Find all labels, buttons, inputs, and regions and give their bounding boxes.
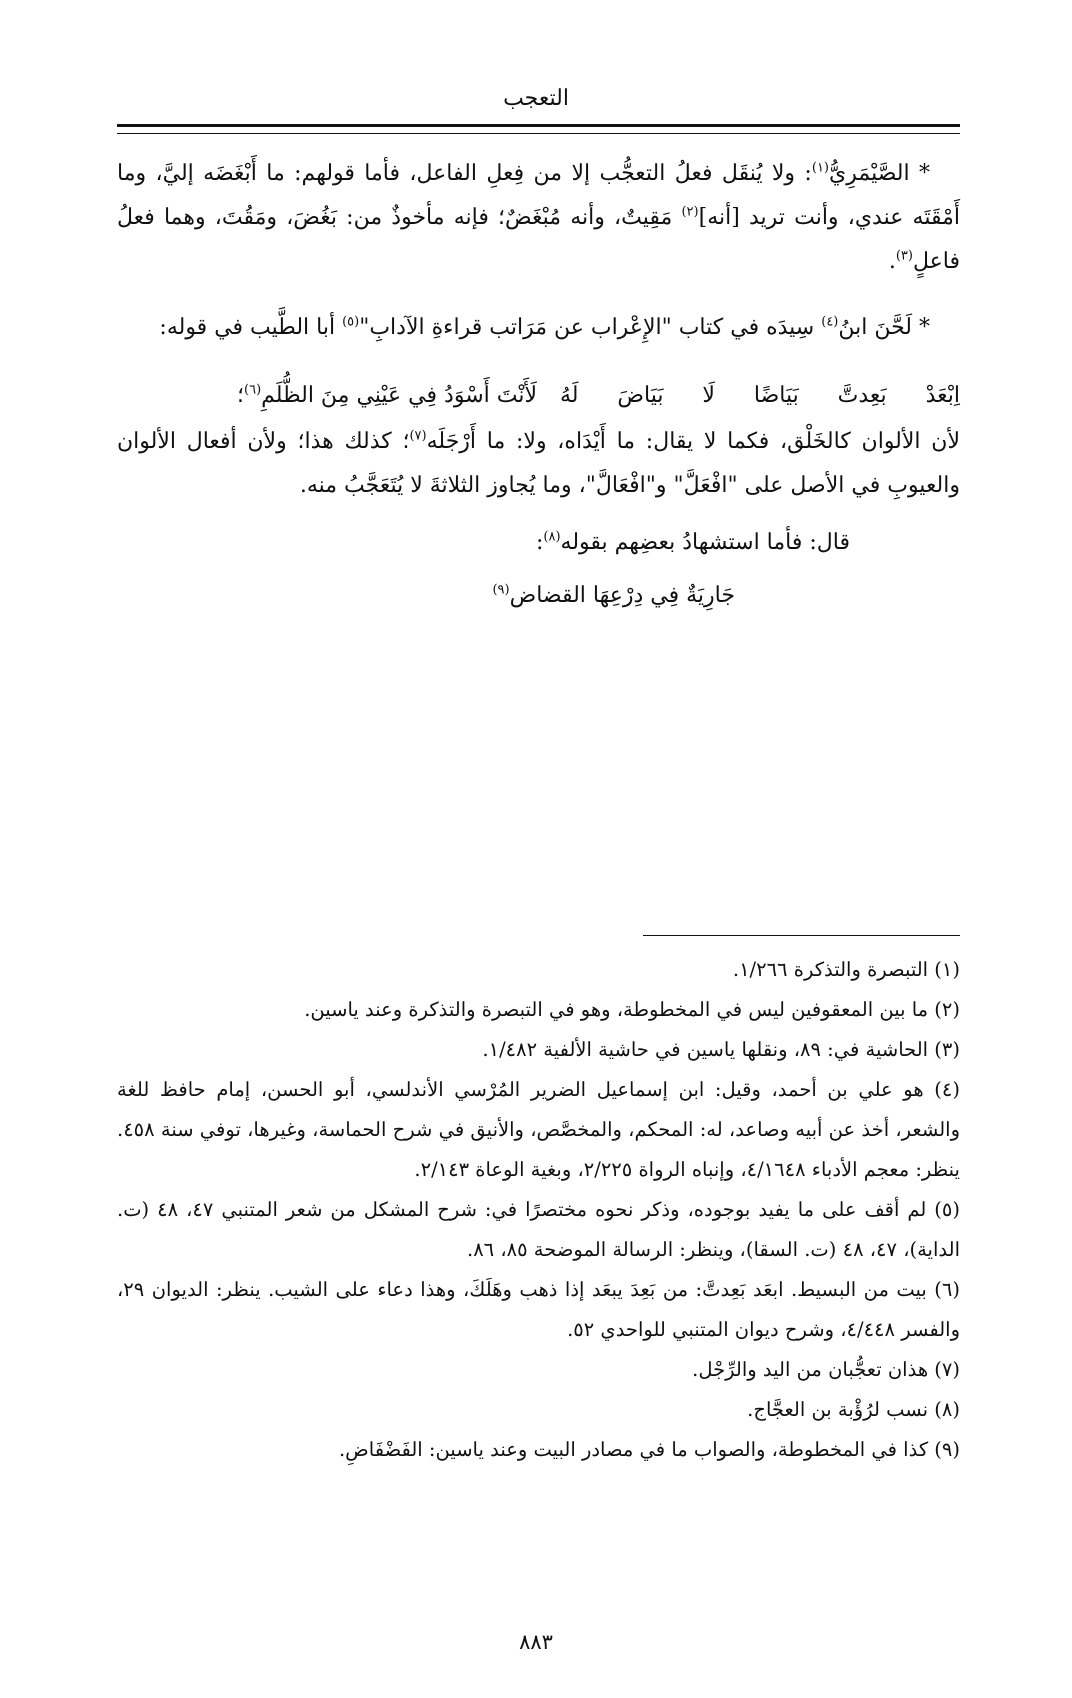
paragraph-2: [117, 306, 960, 350]
verse-line-1: [117, 372, 960, 420]
verse-hemistich-1: اِبْعَدْ بَعِدتَّ بَيَاضًا لَا بَيَاضَ لَهُ: [560, 383, 960, 408]
running-header: التعجب: [503, 86, 569, 111]
header-rule-thick: [117, 124, 960, 127]
text-span: قال: فأما استشهادُ بعضِهم بقوله: [560, 530, 850, 555]
footnote-ref: (٨): [543, 529, 561, 545]
footnote-ref: (١): [811, 160, 829, 176]
header-rule-thin: [117, 133, 960, 134]
text-span: :: [535, 530, 544, 555]
footnote-2: (٢) ما بين المعقوفين ليس في المخطوطة، وهو في التبصرة والتذكرة وعند ياسين.: [304, 998, 960, 1021]
text-span: * الصَّيْمَرِيُّ: [829, 161, 931, 186]
footnotes: [117, 950, 960, 1470]
footnote-ref: (٣): [895, 248, 913, 264]
text-span: ؛ كذلك هذا؛ ولأن أفعال الألوان والعيوبِ في الأصل على "افْعَلَّ" و"افْعَالَّ"، وما يُجاوز الثلاثةَ لا يُتَعَجَّبُ منه.: [117, 429, 960, 498]
quote-intro: [117, 518, 960, 568]
footnote-1: (١) التبصرة والتذكرة ١/٢٦٦.: [732, 958, 960, 981]
footnote-ref: (٦): [244, 382, 262, 398]
footnote-5: (٥) لم أقف على ما يفيد بوجوده، وذكر نحوه مختصرًا في: شرح المشكل من شعر المتنبي ٤٧، ٤٨ (ت. الداية)، ٤٧، ٤٨ (ت. السقا)، وينظر: الرسالة الموضحة ٨٥، ٨٦.: [117, 1198, 960, 1261]
text-span: لَأَنْتَ أَسْوَدُ فِي عَيْنِي مِنَ الظُّلَمِ: [261, 383, 537, 408]
text-span: * لَحَّنَ ابنُ: [838, 315, 930, 340]
text-span: سِيدَه في كتاب "الإِعْراب عن مَرَاتب قراءةِ الآدابِ": [359, 315, 822, 340]
footnote-ref: (٥): [342, 314, 360, 330]
footnote-7: (٧) هذان تعجُّبان من اليد والرِّجْل.: [692, 1358, 960, 1381]
main-text: [117, 152, 960, 624]
text-span: : ولا يُنقَل فعلُ التعجُّب إلا من فِعلِ الفاعل، فأما قولهم: ما أَبْغَضَه إليَّ، وما أَمْقَتَه عندي، وأنت تريد [أنه]: [117, 161, 961, 230]
footnote-4: (٤) هو علي بن أحمد، وقيل: ابن إسماعيل الضرير المُرْسي الأندلسي، أبو الحسن، إمام حافظ للغة والشعر، أخذ عن أبيه وصاعد، له: المحكم، والمخصَّص، والأنيق في شرح الحماسة، وغيرها، توفي سنة ٤٥٨. ينظر: معجم الأدباء ٤/١٦٤٨، وإنباه الرواة ٢/٢٢٥، وبغية الوعاة ٢/١٤٣.: [117, 1078, 960, 1181]
footnote-ref: (٢): [681, 204, 699, 220]
footnote-3: (٣) الحاشية في: ٨٩، ونقلها ياسين في حاشية الألفية ١/٤٨٢.: [482, 1038, 960, 1061]
footnote-6: (٦) بيت من البسيط. ابعَد بَعِدتَّ: من بَعِدَ يبعَد إذا ذهب وهَلَكَ، وهذا دعاء على الشيب. ينظر: الديوان ٢٩، والفسر ٤/٤٤٨، وشرح ديوان المتنبي للواحدي ٥٢.: [117, 1278, 960, 1341]
paragraph-3: [117, 420, 960, 508]
text-span: ؛: [237, 383, 244, 408]
footnote-separator: [643, 935, 960, 936]
text-span: جَارِيَةٌ فِي دِرْعِهَا القضاض: [509, 583, 735, 608]
verse-hemistich-2: [117, 372, 537, 420]
footnote-ref: (٧): [409, 428, 427, 444]
text-span: .: [888, 249, 896, 274]
text-span: لأن الألوان كالخَلْق، فكما لا يقال: ما أَيْدَاه، ولا: ما أَرْجَلَه: [426, 429, 960, 454]
text-span: مَقِيتٌ، وأنه مُبْغَضٌ؛ فإنه مأخوذٌ من: بَغُضَ، ومَقُتَ، وهما فعلُ فاعلٍ: [117, 205, 960, 274]
text-span: أبا الطَّيب في قوله:: [159, 315, 343, 340]
page-number: ٨٨٣: [519, 1630, 553, 1654]
verse-line-2: [117, 568, 960, 624]
paragraph-1: [117, 152, 960, 284]
footnote-9: (٩) كذا في المخطوطة، والصواب ما في مصادر البيت وعند ياسين: الفَضْفَاضِ.: [338, 1438, 960, 1461]
footnote-ref: (٩): [492, 582, 510, 598]
footnote-ref: (٤): [821, 314, 839, 330]
footnote-8: (٨) نسب لرُؤْبة بن العجَّاج.: [747, 1398, 960, 1421]
